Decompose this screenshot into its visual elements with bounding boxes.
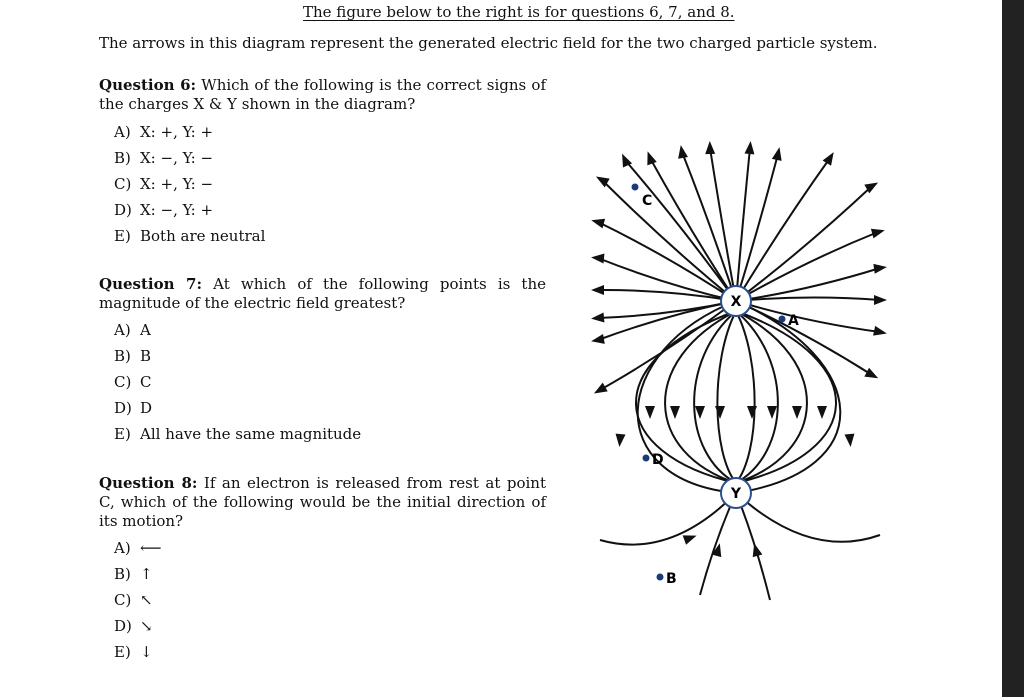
field-line (736, 301, 872, 375)
field-arrow (591, 383, 607, 398)
field-arrow (844, 434, 855, 448)
field-arrow (767, 406, 777, 419)
page-header: The figure below to the right is for questions 6, 7, and 8. (303, 3, 735, 21)
question-7 (99, 275, 546, 313)
field-line (736, 493, 770, 600)
q7-option-c[interactable]: C) C (114, 373, 152, 391)
field-line (600, 493, 736, 545)
q8-option-d[interactable]: D) ↘ (114, 617, 153, 635)
field-arrow (591, 252, 605, 263)
field-arrow (683, 531, 699, 545)
question-6-label: Question 6: (99, 76, 197, 94)
point-a-label: A (788, 313, 799, 329)
charge-x-label: X (730, 294, 742, 310)
field-diagram (590, 140, 890, 610)
field-arrow (873, 262, 887, 274)
field-arrow (792, 406, 802, 419)
point-b-dot (657, 574, 664, 581)
field-arrow (747, 406, 757, 419)
field-line (598, 258, 736, 301)
point-a-dot (779, 316, 786, 323)
field-arrow (695, 406, 705, 419)
q6-option-b[interactable]: B) X: −, Y: − (114, 149, 214, 167)
field-arrow (645, 406, 655, 419)
q8-option-c[interactable]: C) ↖ (114, 591, 153, 609)
intro-text: The arrows in this diagram represent the generated electric field for the two charged particle system. (99, 34, 878, 52)
q7-option-d[interactable]: D) D (114, 399, 153, 417)
field-arrow (676, 144, 688, 159)
question-8-label: Question 8: (99, 474, 198, 492)
viewer-edge (1002, 0, 1024, 697)
q6-option-e[interactable]: E) Both are neutral (114, 227, 266, 245)
field-line (736, 158, 830, 301)
q8-option-a[interactable]: A) ⟵ (114, 539, 162, 557)
question-7-text: At which of the following points is the magnitude of the electric field greatest? (99, 275, 546, 312)
point-d-label: D (652, 452, 664, 468)
charge-y-label: Y (730, 486, 742, 502)
field-arrow (817, 406, 827, 419)
field-arrow (749, 542, 762, 557)
q8-option-e[interactable]: E) ↓ (114, 643, 153, 661)
point-d-dot (643, 455, 650, 462)
field-line (736, 311, 755, 483)
field-arrow (772, 146, 784, 161)
question-7-label: Question 7: (99, 275, 203, 293)
field-line (694, 311, 736, 483)
field-arrow (871, 225, 886, 238)
field-arrow (614, 434, 625, 448)
field-arrow (744, 141, 755, 155)
field-arrow (823, 149, 838, 165)
field-arrow (874, 295, 887, 305)
field-lines (598, 148, 880, 600)
field-arrow (643, 150, 657, 166)
field-arrow (591, 285, 604, 295)
q8-option-b[interactable]: B) ↑ (114, 565, 153, 583)
field-arrow (590, 215, 605, 228)
field-line (710, 148, 736, 301)
q6-option-a[interactable]: A) X: +, Y: + (114, 123, 214, 141)
field-arrow (873, 326, 888, 338)
question-6 (99, 76, 546, 114)
field-arrow (705, 141, 715, 154)
field-line (736, 493, 880, 542)
field-arrow (670, 406, 680, 419)
field-line (736, 311, 778, 483)
q7-option-b[interactable]: B) B (114, 347, 152, 365)
field-arrow (591, 312, 605, 323)
field-line (736, 301, 880, 332)
point-b-label: B (666, 571, 677, 587)
electric-field-figure (590, 140, 890, 610)
field-line (717, 311, 736, 483)
point-c-dot (632, 184, 639, 191)
q7-option-e[interactable]: E) All have the same magnitude (114, 425, 362, 443)
question-8 (99, 474, 546, 531)
q6-option-c[interactable]: C) X: +, Y: − (114, 175, 214, 193)
point-c-label: C (642, 193, 653, 209)
q7-option-a[interactable]: A) A (114, 321, 151, 339)
question-8-text: If an electron is released from rest at point C, which of the following would be the initial direction of its motion? (99, 474, 546, 530)
field-line (625, 160, 736, 301)
field-arrow (864, 368, 880, 383)
field-arrow (715, 406, 725, 419)
q6-option-d[interactable]: D) X: −, Y: + (114, 201, 214, 219)
question-6-text: Which of the following is the correct signs of the charges X & Y shown in the diagram? (99, 76, 546, 113)
field-arrow (590, 334, 605, 346)
